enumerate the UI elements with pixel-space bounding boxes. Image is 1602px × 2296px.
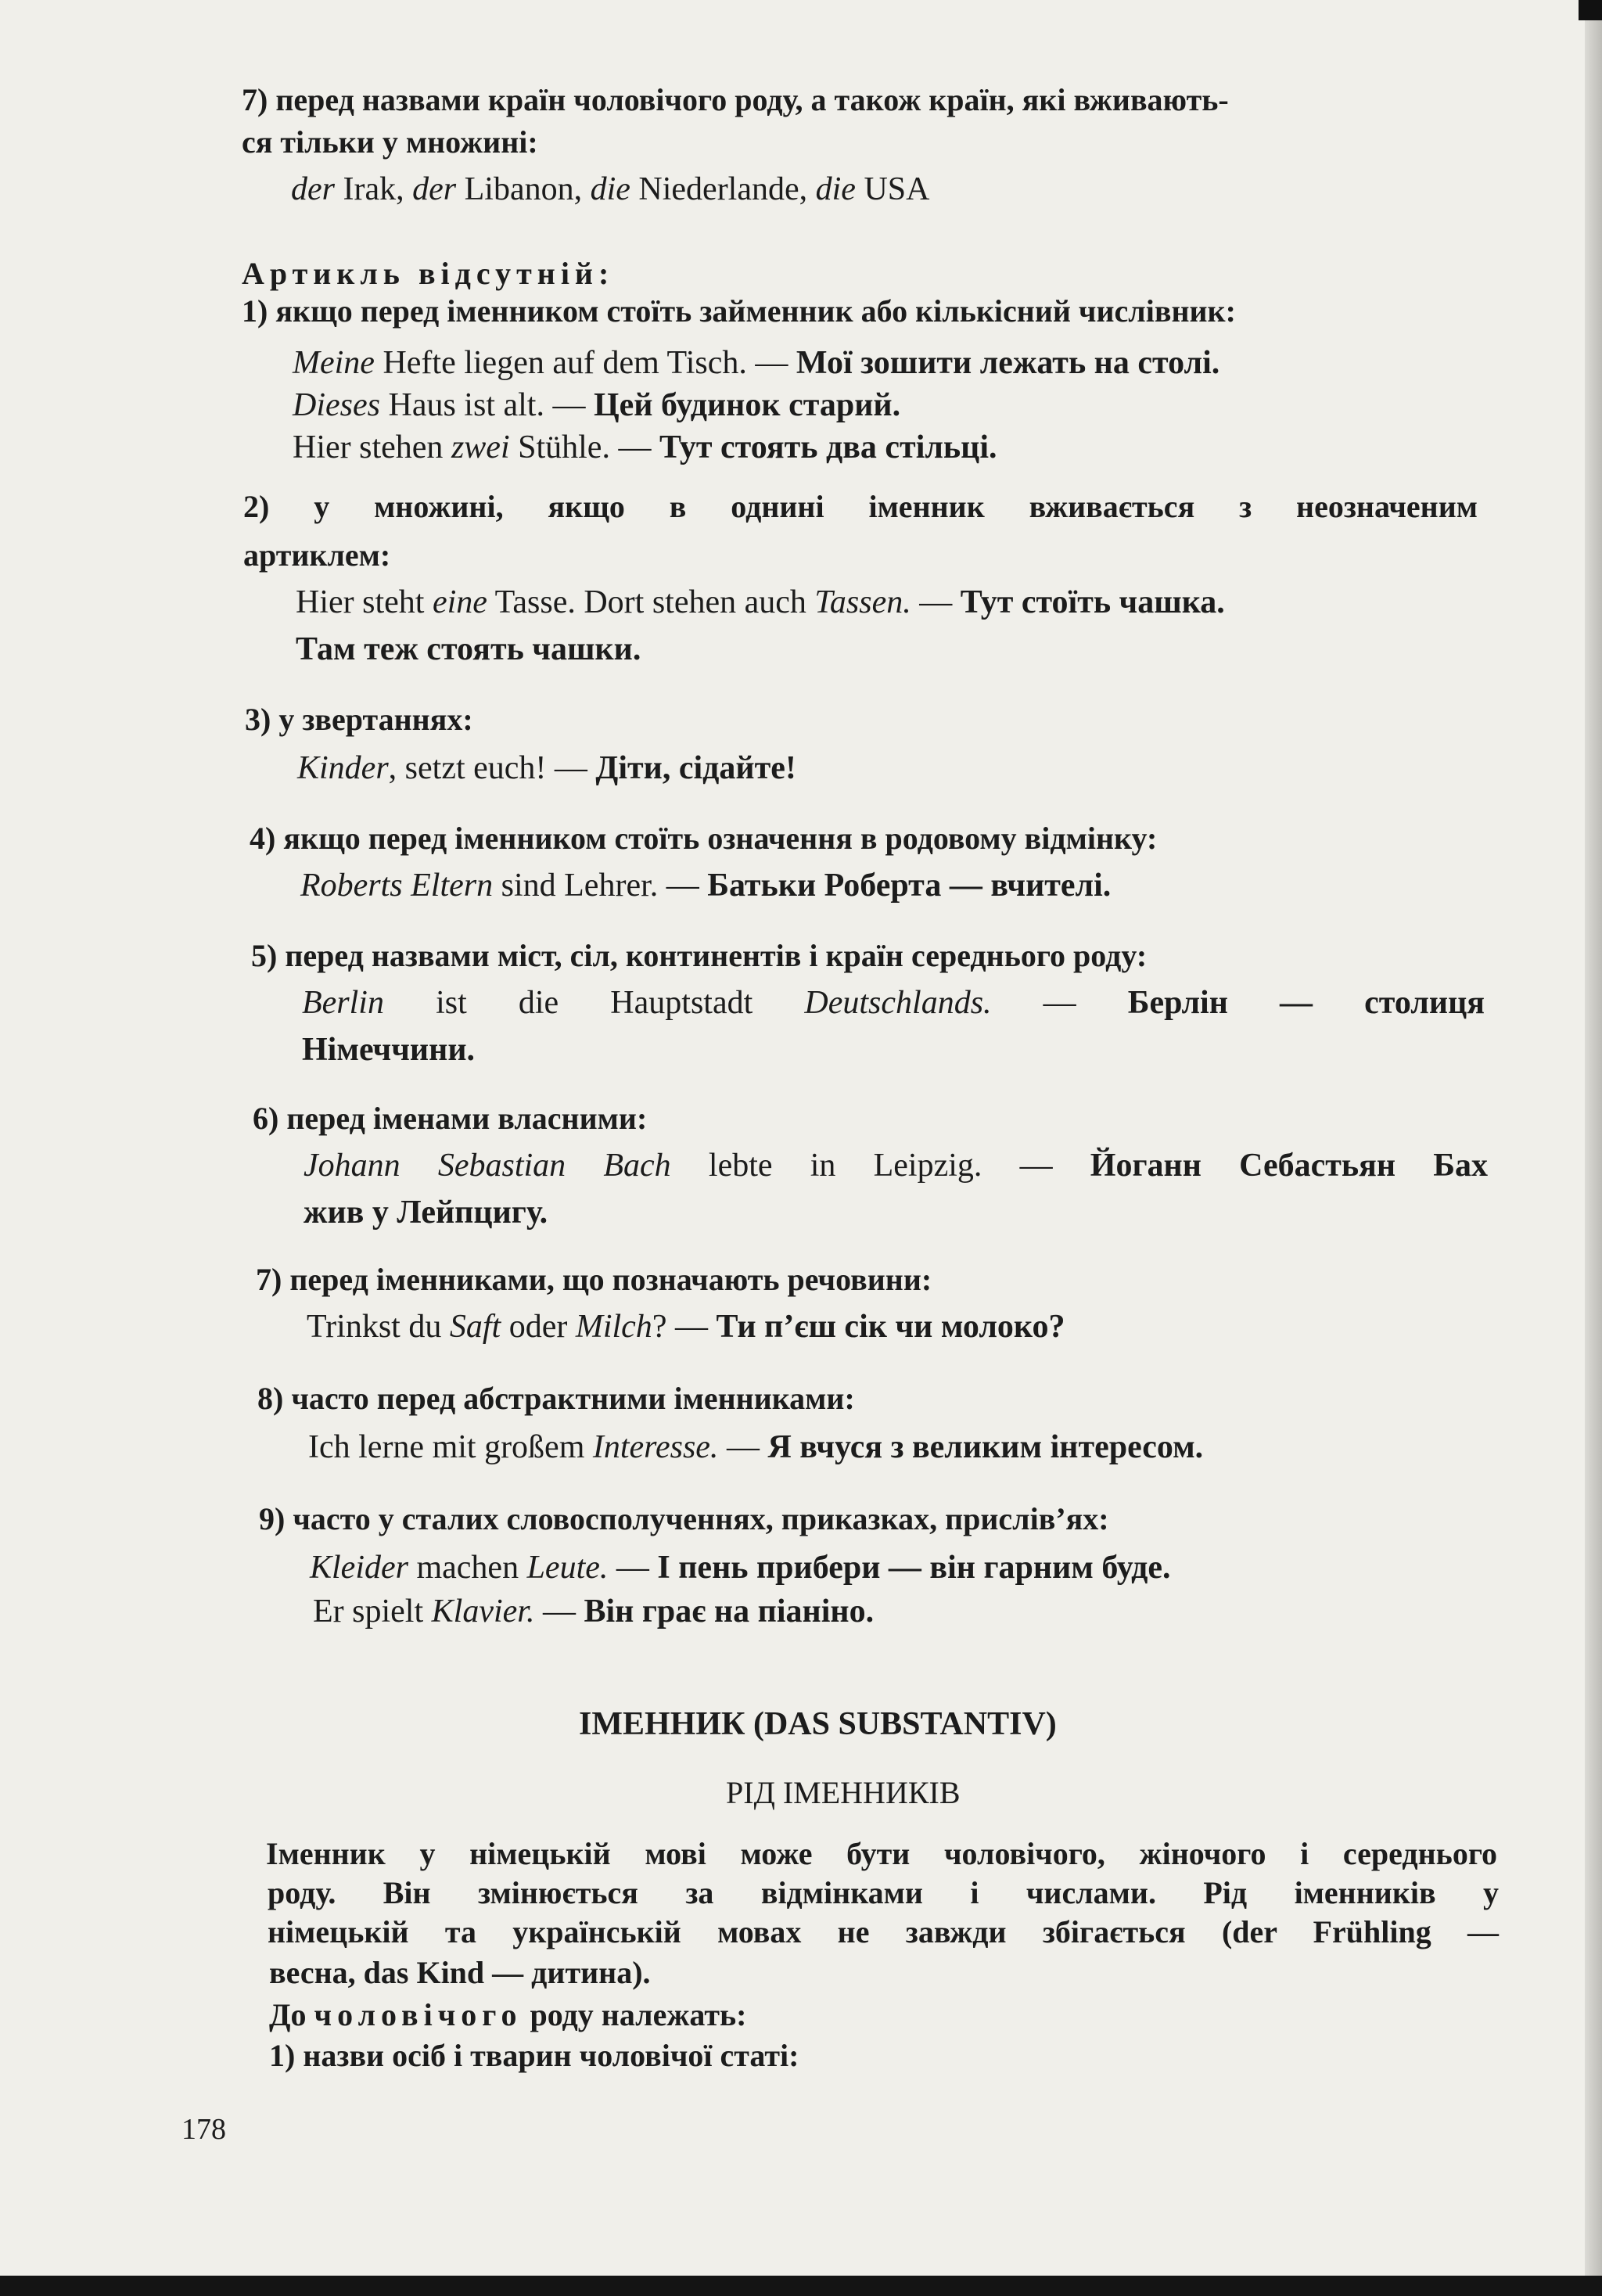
text-run: — [991,985,1128,1021]
text-run: Мої зошити лежать на столі. [796,345,1220,381]
text-run: die [590,171,630,207]
text-run: До [269,1997,314,2032]
text-run: Цей будинок старий. [593,387,901,423]
text-run: machen [408,1550,527,1586]
text-run: Deutschlands. [804,985,992,1021]
absent-rule-3-example [297,749,796,787]
rule-7-example [291,171,929,208]
text-run: — [911,584,961,620]
text-run: Haus ist alt. — [379,387,594,423]
text-run: Er spielt [313,1594,432,1629]
text-run: Берлін — столиця [1127,985,1485,1021]
text-run: Tasse. Dort stehen auch [487,584,815,620]
text-run: sind Lehrer. — [493,868,708,904]
absent-rule-6: 6) перед іменами власними: [253,1101,648,1136]
text-run: zwei [451,429,510,465]
text-run: — [718,1429,768,1465]
absent-rule-5-example-2 [302,1031,475,1069]
text-run: USA [855,171,930,207]
absent-rule-1-example-2 [293,386,900,424]
scan-edge-bottom [0,2276,1602,2296]
absent-rule-4-example [300,867,1111,904]
absent-rule-3: 3) у звертаннях: [245,702,473,737]
text-run: І пень прибери — він гарним буде. [657,1550,1171,1586]
text-run: — [608,1550,658,1586]
text-run: Kleider [310,1550,408,1586]
noun-paragraph-line-3: німецькій та українській мовах не завжди збігається (der Frühling — [268,1914,1499,1949]
text-run: Hier steht [296,584,433,620]
absent-rule-6-example-2 [304,1194,548,1231]
text-run: Johann Sebastian Bach [304,1148,671,1184]
text-run: Meine [293,345,375,381]
rule-7-line-2: ся тільки у множині: [242,124,538,160]
text-run: Irak, [335,171,413,207]
absent-rule-1-example-1 [293,344,1219,382]
text-run: Я вчуся з великим інтересом. [767,1429,1204,1465]
absent-rule-2-line-1: 2) у множині, якщо в однині іменник вживається з неозначеним [243,489,1478,524]
absent-rule-9-example-2 [313,1593,874,1630]
text-run: Ich lerne mit großem [308,1429,593,1465]
text-run: der [291,171,335,207]
text-run: Батьки Роберта — вчителі. [707,868,1112,904]
noun-paragraph-line-1: Іменник у німецькій мові може бути чоловічого, жіночого і середнього [266,1836,1497,1871]
text-run: Klavier. [431,1594,535,1629]
text-run: Dieses [293,387,380,423]
absent-rule-8-example [308,1428,1203,1466]
absent-rule-2-example-1 [296,584,1225,621]
absent-rule-1-example-3 [293,429,997,466]
absent-rule-6-example-1 [304,1147,1488,1184]
absent-rule-2-line-2: артиклем: [243,537,391,573]
text-run: Тут стоїть чашка. [960,584,1225,620]
text-run: oder [501,1309,576,1345]
text-run: ? — [652,1309,717,1345]
text-run: Interesse. [592,1429,719,1465]
text-run: жив у Лейпцигу. [304,1195,548,1231]
text-run: Saft [449,1309,501,1345]
text-run: lebte in Leipzig. — [670,1148,1090,1184]
absent-rule-7-example [307,1308,1065,1346]
text-run: Niederlande, [630,171,816,207]
noun-paragraph-line-2: роду. Він змінюється за відмінками і числами. Рід іменників у [268,1875,1499,1910]
absent-rule-2-example-2 [296,631,641,668]
text-run: Milch [575,1309,652,1345]
text-run: eine [432,584,487,620]
text-run: Йоганн Себастьян Бах [1090,1148,1489,1184]
absent-rule-7: 7) перед іменниками, що позначають речовини: [256,1262,932,1297]
text-run: Німеччини. [302,1032,476,1068]
text-run: Там теж стоять чашки. [296,631,641,667]
scan-corner-mark [1579,0,1602,20]
absent-rule-4: 4) якщо перед іменником стоїть означення в родовому відмінку: [250,821,1158,856]
section-subtitle: РІД ІМЕННИКІВ [726,1775,961,1810]
text-run: Тут стоять два стільці. [659,429,997,465]
text-run: Berlin [302,985,384,1021]
absent-rule-5: 5) перед назвами міст, сіл, континентів і країн середнього роду: [251,938,1148,973]
text-run: чоловічого [314,1997,523,2032]
text-run: die [815,171,856,207]
section-title: ІМЕННИК (DAS SUBSTANTIV) [579,1706,1057,1742]
text-run: Stühle. — [509,429,659,465]
text-run: Діти, сідайте! [595,750,796,786]
text-run: Tassen. [814,584,911,620]
text-run: Hier stehen [293,429,451,465]
absent-rule-5-example-1 [302,984,1485,1022]
text-run: роду належать: [522,1997,747,2032]
text-run: Trinkst du [307,1309,450,1345]
masculine-rule-1: 1) назви осіб і тварин чоловічої статі: [269,2038,799,2073]
text-run: Libanon, [456,171,591,207]
scan-edge-right [1585,0,1602,2296]
text-run: der [412,171,457,207]
absent-rule-9-example-1 [310,1549,1171,1586]
absent-rule-8: 8) часто перед абстрактними іменниками: [257,1381,855,1416]
text-run: ist die Hauptstadt [383,985,805,1021]
text-run: Leute. [526,1550,609,1586]
masculine-header [269,1996,746,2034]
text-run: Hefte liegen auf dem Tisch. — [374,345,796,381]
text-run: Kinder [297,750,389,786]
noun-paragraph-line-4: весна, das Kind — дитина). [269,1955,651,1990]
text-run: — [534,1594,584,1629]
text-run: Ти п’єш сік чи молоко? [716,1309,1065,1345]
text-run: , setzt euch! — [388,750,596,786]
rule-7-line-1: 7) перед назвами країн чоловічого роду, а також країн, які вживають- [242,82,1229,117]
text-run: Він грає на піаніно. [584,1594,875,1629]
page-number: 178 [181,2113,226,2146]
absent-rule-9: 9) часто у сталих словосполученнях, приказках, прислів’ях: [259,1501,1109,1536]
absent-header: Артикль відсутній: [242,256,615,291]
absent-rule-1: 1) якщо перед іменником стоїть займенник або кількісний числівник: [242,293,1236,329]
text-run: Roberts Eltern [300,868,494,904]
